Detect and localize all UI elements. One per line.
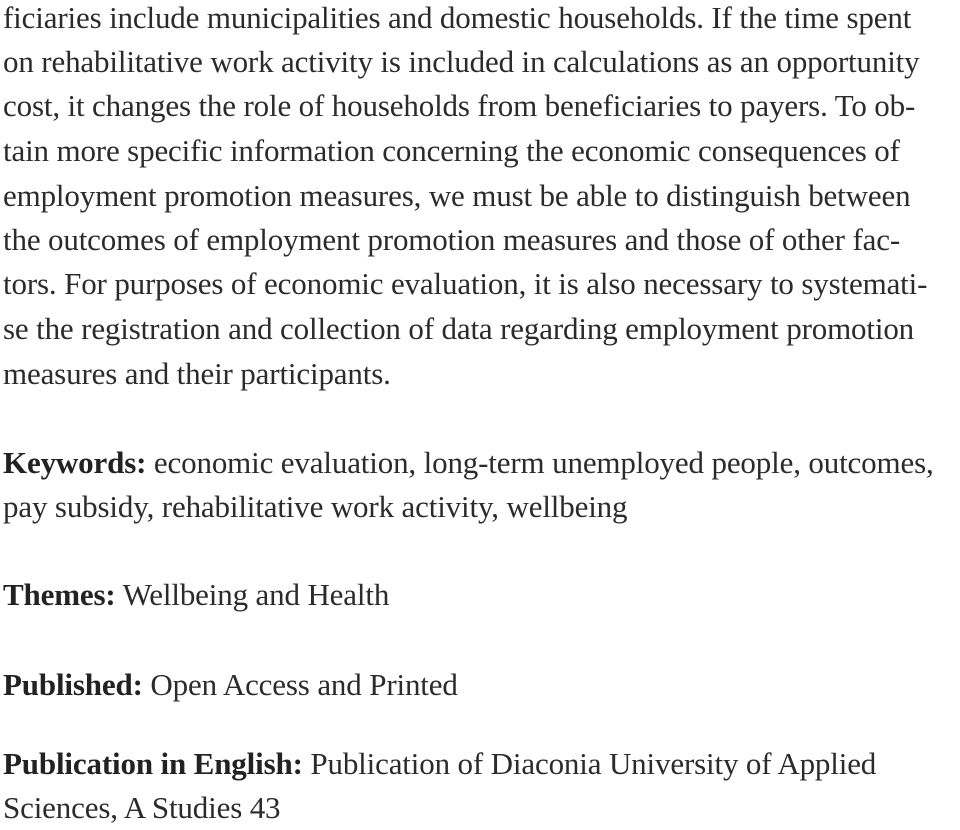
- published-line: [3, 663, 458, 707]
- themes-value: Wellbeing and Health: [122, 577, 390, 612]
- publication-english-value-1: Publication of Diaconia University of Applied: [310, 746, 877, 781]
- abstract-line-7: tors. For purposes of economic evaluation, it is also necessary to systemati-: [3, 266, 928, 301]
- themes-label: Themes:: [3, 577, 116, 612]
- abstract-line-9: measures and their participants.: [3, 356, 391, 391]
- keywords-value-1: economic evaluation, long-term unemployed people, outcomes,: [153, 445, 934, 480]
- published-label: Published:: [3, 667, 143, 702]
- publication-english-label: Publication in English:: [3, 746, 303, 781]
- published-value: Open Access and Printed: [150, 667, 458, 702]
- themes-line: [3, 573, 389, 617]
- keywords-line-1: [3, 441, 934, 485]
- abstract-line-2: on rehabilitative work activity is included in calculations as an opportunity: [3, 44, 920, 79]
- abstract-line-1: ficiaries include municipalities and domestic households. If the time spent: [3, 0, 912, 35]
- keywords-label: Keywords:: [3, 445, 147, 480]
- abstract-line-4: tain more specific information concerning the economic consequences of: [3, 133, 900, 168]
- publication-english-line-1: [3, 742, 876, 786]
- publication-english-line-2: Sciences, A Studies 43: [3, 790, 281, 825]
- keywords-line-2: pay subsidy, rehabilitative work activity, wellbeing: [3, 489, 628, 524]
- abstract-line-8: se the registration and collection of data regarding employment promotion: [3, 311, 915, 346]
- abstract-line-5: employment promotion measures, we must be able to distinguish between: [3, 178, 911, 213]
- abstract-line-3: cost, it changes the role of households from beneficiaries to payers. To ob-: [3, 88, 916, 123]
- abstract-line-6: the outcomes of employment promotion measures and those of other fac-: [3, 222, 901, 257]
